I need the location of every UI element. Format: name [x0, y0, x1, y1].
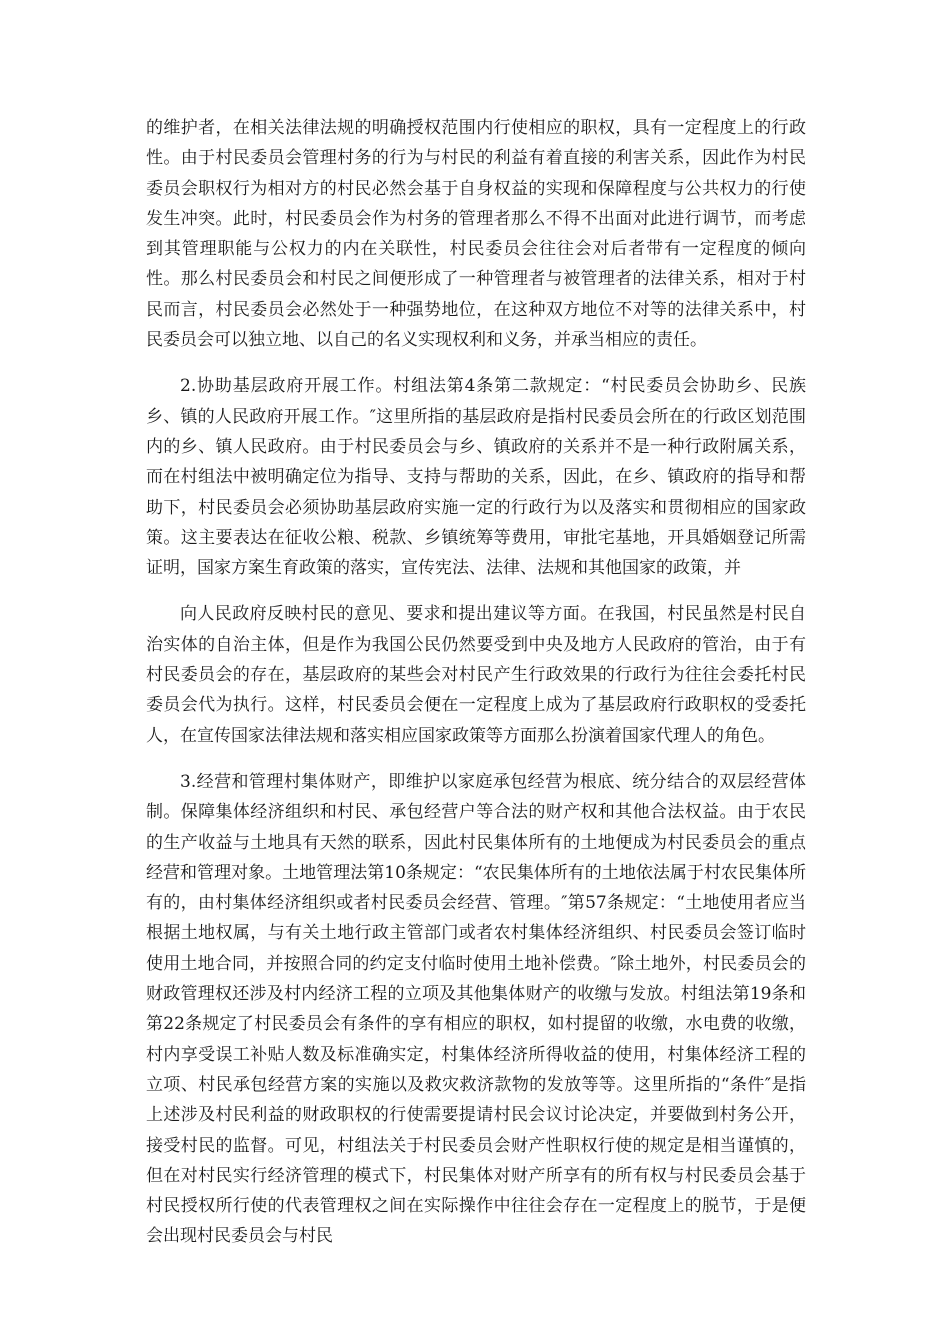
paragraph-item-3: 3.经营和管理村集体财产，即维护以家庭承包经营为根底、统分结合的双层经营体制。保障集体经济组织和村民、承包经营户等合法的财产权和其他合法权益。由于农民的生产收益与土地具有天然的联系，因此村民集体所有的土地便成为村民委员会的重点经营和管理对象。土地管理法第10条规定：“农民集体所有的土地依法属于村农民集体所有的，由村集体经济组织或者村民委员会经营、管理。″第57条规定：“土地使用者应当根据土地权属，与有关土地行政主管部门或者农村集体经济组织、村民委员会签订临时使用土地合同，并按照合同的约定支付临时使用土地补偿费。″除土地外，村民委员会的财政管理权还涉及村内经济工程的立项及其他集体财产的收缴与发放。村组法第19条和第22条规定了村民委员会有条件的享有相应的职权，如村提留的收缴，水电费的收缴，村内享受误工补贴人数及标准确实定，村集体经济所得收益的使用，村集体经济工程的立项、村民承包经营方案的实施以及救灾救济款物的发放等等。这里所指的“条件″是指上述涉及村民利益的财政职权的行使需要提请村民会议讨论决定，并要做到村务公开，接受村民的监督。可见，村组法关于村民委员会财产性职权行使的规定是相当谨慎的，但在对村民实行经济管理的模式下，村民集体对财产所享有的所有权与村民委员会基于村民授权所行使的代表管理权之间在实际操作中往往会存在一定程度上的脱节，于是便会出现村民委员会与村民	[146, 771, 806, 1247]
paragraph-item-2-continued: 向人民政府反映村民的意见、要求和提出建议等方面。在我国，村民虽然是村民自治实体的自治主体，但是作为我国公民仍然要受到中央及地方人民政府的管治，由于有村民委员会的存在，基层政府的某些会对村民产生行政效果的行政行为往往会委托村民委员会代为执行。这样，村民委员会便在一定程度上成为了基层政府行政职权的受委托人，在宣传国家法律法规和落实相应国家政策等方面那么扮演着国家代理人的角色。	[146, 604, 806, 746]
paragraph-continuation: 的维护者，在相关法律法规的明确授权范围内行使相应的职权，具有一定程度上的行政性。由于村民委员会管理村务的行为与村民的利益有着直接的利害关系，因此作为村民委员会职权行为相对方的村民必然会基于自身权益的实现和保障程度与公共权力的行使发生冲突。此时，村民委员会作为村务的管理者那么不得不出面对此进行调节，而考虑到其管理职能与公权力的内在关联性，村民委员会往往会对后者带有一定程度的倾向性。那么村民委员会和村民之间便形成了一种管理者与被管理者的法律关系，相对于村民而言，村民委员会必然处于一种强势地位，在这种双方地位不对等的法律关系中，村民委员会可以独立地、以自己的名义实现权利和义务，并承当相应的责任。	[146, 118, 806, 351]
paragraph-item-2: 2.协助基层政府开展工作。村组法第4条第二款规定：“村民委员会协助乡、民族乡、镇的人民政府开展工作。″这里所指的基层政府是指村民委员会所在的行政区划范围内的乡、镇人民政府。由于村民委员会与乡、镇政府的关系并不是一种行政附属关系，而在村组法中被明确定位为指导、支持与帮助的关系，因此，在乡、镇政府的指导和帮助下，村民委员会必须协助基层政府实施一定的行政行为以及落实和贯彻相应的国家政策。这主要表达在征收公粮、税款、乡镇统筹等费用，审批宅基地，开具婚姻登记所需证明，国家方案生育政策的落实，宣传宪法、法律、法规和其他国家的政策，并	[146, 376, 806, 579]
document-body	[146, 113, 806, 1252]
